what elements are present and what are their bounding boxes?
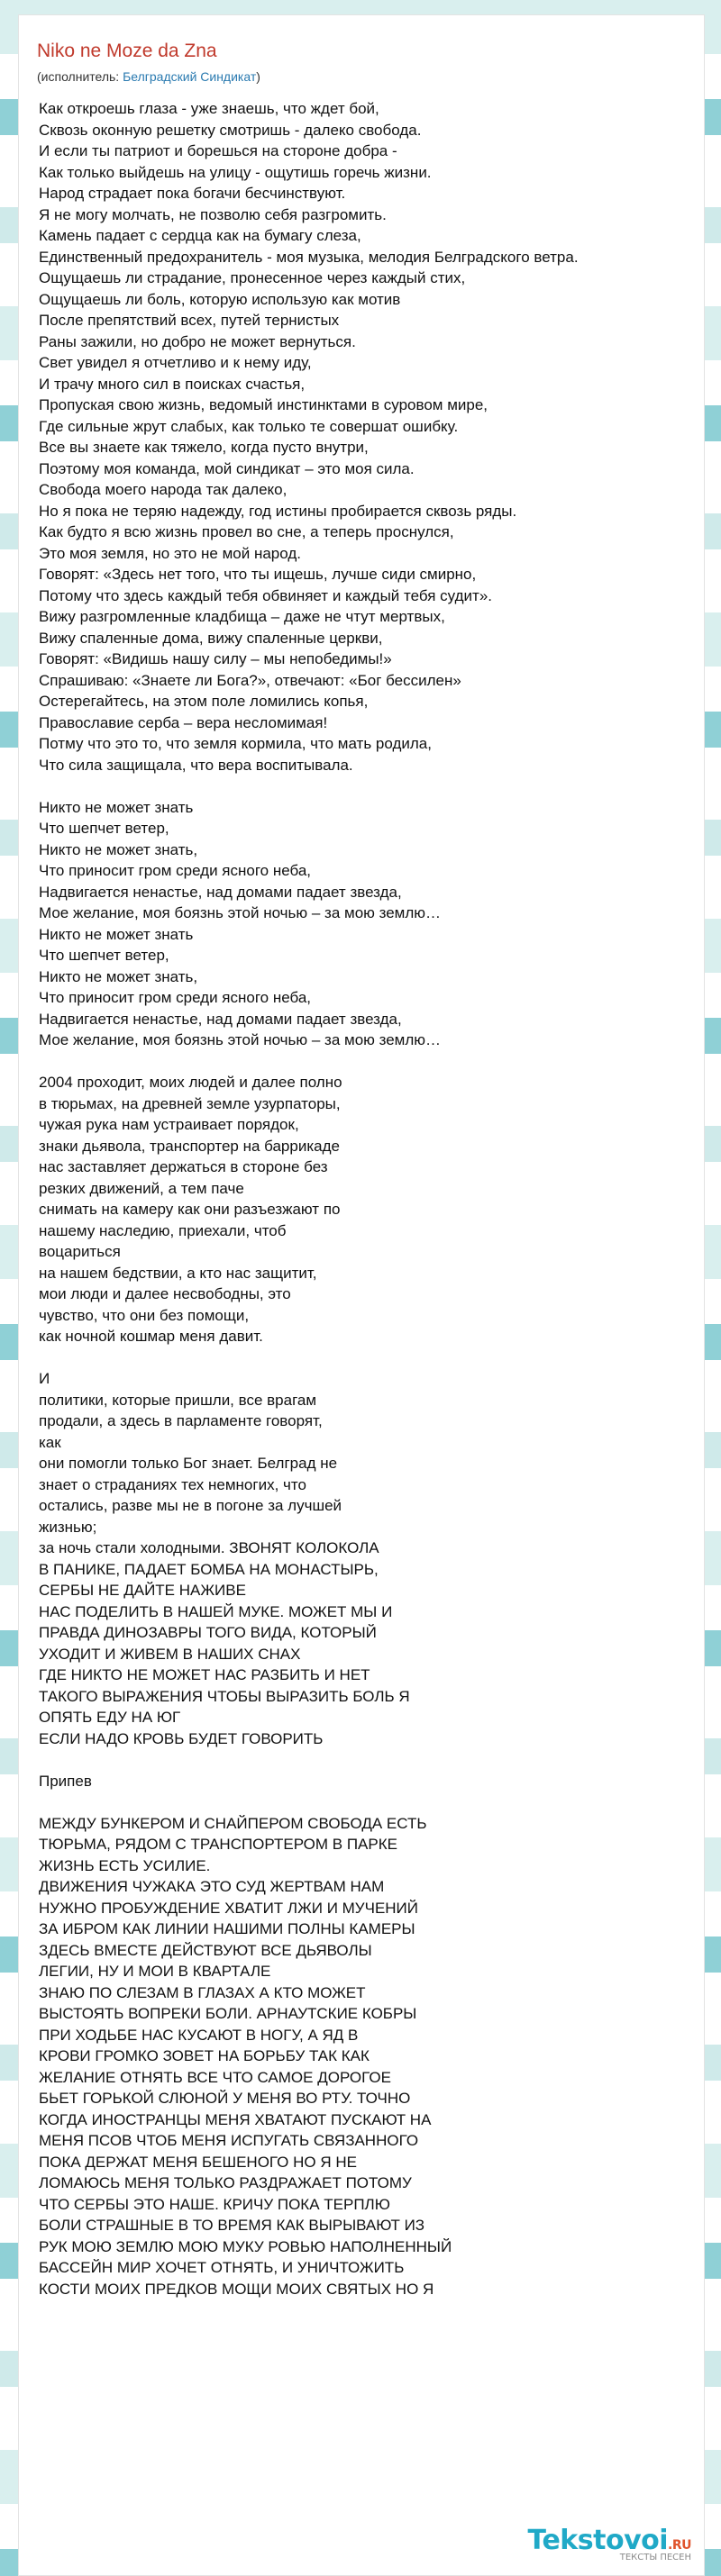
lyrics-card [18,14,705,2576]
lyric-line: Мое желание, моя боязнь этой ночью – за мою землю… [39,1031,442,1048]
lyric-line: снимать на камеру как они разъезжают по [39,1201,341,1218]
lyric-line: ЖИЗНЬ ЕСТЬ УСИЛИЕ. [39,1856,211,1874]
lyric-line: ДВИЖЕНИЯ ЧУЖАКА ЭТО СУД ЖЕРТВАМ НАМ [39,1878,385,1895]
lyric-line: как [39,1433,61,1451]
lyric-line: Никто не может знать [39,798,194,816]
lyric-line: Православие серба – вера несломимая! [39,713,328,731]
lyric-line: Пропуская свою жизнь, ведомый инстинктами в суровом мире, [39,396,488,413]
lyric-line: жизнью; [39,1518,97,1536]
stanza-gap [39,1791,688,1813]
lyric-line: Вижу разгромленные кладбища – даже не чтут мертвых, [39,608,445,625]
lyric-line: ЖЕЛАНИЕ ОТНЯТЬ ВСЕ ЧТО САМОЕ ДОРОГОЕ [39,2068,391,2086]
lyric-line: Я не могу молчать, не позволю себя разгромить. [39,205,387,223]
lyric-line: ТЮРЬМА, РЯДОМ С ТРАНСПОРТЕРОМ В ПАРКЕ [39,1836,397,1853]
performer-suffix: ) [256,69,260,84]
lyric-line: ТАКОГО ВЫРАЖЕНИЯ ЧТОБЫ ВЫРАЗИТЬ БОЛЬ Я [39,1687,410,1705]
lyric-line: МЕЖДУ БУНКЕРОМ И СНАЙПЕРОМ СВОБОДА ЕСТЬ [39,1814,427,1832]
page-title: Niko ne Moze da Zna [37,41,217,61]
lyric-line: Свобода моего народа так далеко, [39,481,287,498]
lyric-line: Как будто я всю жизнь провел во сне, а теперь проснулся, [39,523,454,540]
lyric-line: Никто не может знать, [39,967,198,985]
lyric-line: Ощущаешь ли страдание, пронесенное через каждый стих, [39,269,466,286]
lyric-line: Народ страдает пока богачи бесчинствуют. [39,185,346,202]
stanza-gap [39,1749,688,1771]
lyric-line: продали, а здесь в парламенте говорят, [39,1412,323,1429]
lyric-line: Никто не может знать [39,925,194,943]
lyric-line: Что шепчет ветер, [39,947,169,964]
lyric-line: в тюрьмах, на древней земле узурпаторы, [39,1094,341,1112]
lyric-line: Сквозь оконную решетку смотришь - далеко свобода. [39,121,422,139]
lyric-line: Но я пока не теряю надежду, год истины пробирается сквозь ряды. [39,502,517,520]
lyric-line: нашему наследию, приехали, чтоб [39,1221,287,1239]
lyric-line: ЗДЕСЬ ВМЕСТЕ ДЕЙСТВУЮТ ВСЕ ДЬЯВОЛЫ [39,1941,372,1959]
performer-line [37,69,260,84]
lyric-line: Единственный предохранитель - моя музыка, мелодия Белградского ветра. [39,248,579,266]
lyric-line: знаки дьявола, транспортер на баррикаде [39,1137,340,1155]
lyric-line: Свет увидел я отчетливо и к нему иду, [39,354,312,371]
lyric-line: остались, разве мы не в погоне за лучшей [39,1497,342,1514]
lyric-line: 2004 проходит, моих людей и далее полно [39,1074,342,1091]
site-logo[interactable] [527,2525,691,2562]
lyric-line: знает о страданиях тех немногих, что [39,1475,306,1493]
lyric-line: Что сила защищала, что вера воспитывала. [39,756,353,774]
lyric-line: чувство, что они без помощи, [39,1306,250,1324]
lyric-line: ЛОМАЮСЬ МЕНЯ ТОЛЬКО РАЗДРАЖАЕТ ПОТОМУ [39,2174,412,2191]
lyric-line: Припев [39,1772,92,1790]
lyric-line: ЗНАЮ ПО СЛЕЗАМ В ГЛАЗАХ А КТО МОЖЕТ [39,1983,366,2001]
lyric-line: за ночь стали холодными. ЗВОНЯТ КОЛОКОЛА [39,1539,379,1556]
lyric-line: чужая рука нам устраивает порядок, [39,1116,299,1133]
lyric-line: Камень падает с сердца как на бумагу слеза, [39,227,361,244]
lyric-line: В ПАНИКЕ, ПАДАЕТ БОМБА НА МОНАСТЫРЬ, [39,1560,379,1578]
lyric-line: ПРИ ХОДЬБЕ НАС КУСАЮТ В НОГУ, А ЯД В [39,2026,359,2044]
lyric-line: Что приносит гром среди ясного неба, [39,862,312,879]
lyric-line: мои люди и далее несвободны, это [39,1285,291,1302]
lyric-line: Это моя земля, но это не мой народ. [39,544,301,562]
lyric-line: Спрашиваю: «Знаете ли Бога?», отвечают: «Бог бессилен» [39,671,461,689]
lyric-line: Остерегайтесь, на этом поле ломились копья, [39,693,369,710]
lyric-line: как ночной кошмар меня давит. [39,1328,263,1345]
lyric-line: Потому что здесь каждый тебя обвиняет и каждый тебя судит». [39,586,492,604]
stanza-gap [39,1347,688,1369]
lyric-line: И трачу много сил в поисках счастья, [39,375,306,393]
lyric-line: ОПЯТЬ ЕДУ НА ЮГ [39,1709,181,1726]
lyric-line: Надвигается ненастье, над домами падает звезда, [39,883,402,901]
lyric-line: Мое желание, моя боязнь этой ночью – за мою землю… [39,904,442,921]
lyric-line: Как только выйдешь на улицу - ощутишь горечь жизни. [39,163,432,181]
lyric-line: политики, которые пришли, все врагам [39,1391,317,1409]
lyric-line: ЛЕГИИ, НУ И МОИ В КВАРТАЛЕ [39,1963,271,1980]
lyric-line: КРОВИ ГРОМКО ЗОВЕТ НА БОРЬБУ ТАК КАК [39,2047,370,2064]
lyric-line: они помогли только Бог знает. Белград не [39,1455,338,1472]
lyric-line: БЬЕТ ГОРЬКОЙ СЛЮНОЙ У МЕНЯ ВО РТУ. ТОЧНО [39,2090,411,2107]
lyric-line: После препятствий всех, путей тернистых [39,312,340,329]
logo-tagline: ТЕКСТЫ ПЕСЕН [619,2553,691,2562]
lyric-line: Ощущаешь ли боль, которую использую как мотив [39,290,401,308]
stanza-gap [39,1051,688,1073]
lyric-line: УХОДИТ И ЖИВЕМ В НАШИХ СНАХ [39,1645,301,1663]
lyric-line: Как откроешь глаза - уже знаешь, что ждет бой, [39,100,379,117]
lyric-line: СЕРБЫ НЕ ДАЙТЕ НАЖИВЕ [39,1582,246,1599]
lyric-line: Никто не может знать, [39,840,198,858]
logo-tld: .RU [668,2538,691,2553]
lyric-line: ПОКА ДЕРЖАТ МЕНЯ БЕШЕНОГО НО Я НЕ [39,2153,357,2171]
lyric-line: НУЖНО ПРОБУЖДЕНИЕ ХВАТИТ ЛЖИ И МУЧЕНИЙ [39,1899,418,1917]
lyric-line: Раны зажили, но добро не может вернуться. [39,332,356,350]
lyric-line: Где сильные жрут слабых, как только те совершат ошибку. [39,417,459,435]
lyric-line: Вижу спаленные дома, вижу спаленные церкви, [39,629,383,647]
lyric-line: резких движений, а тем паче [39,1179,244,1197]
lyric-line: ГДЕ НИКТО НЕ МОЖЕТ НАС РАЗБИТЬ И НЕТ [39,1666,370,1683]
lyric-line: Говорят: «Видишь нашу силу – мы непобедимы!» [39,650,392,667]
lyric-line: Что шепчет ветер, [39,820,169,837]
lyric-line: воцариться [39,1243,121,1260]
lyric-line: РУК МОЮ ЗЕМЛЮ МОЮ МУКУ РОВЬЮ НАПОЛНЕННЫЙ [39,2237,452,2255]
lyric-line: ЕСЛИ НАДО КРОВЬ БУДЕТ ГОВОРИТЬ [39,1729,324,1747]
lyric-line: И если ты патриот и борешься на стороне добра - [39,142,397,159]
lyric-line: нас заставляет держаться в стороне без [39,1158,328,1175]
lyrics-text [39,98,688,2299]
lyric-line: Говорят: «Здесь нет того, что ты ищешь, лучше сиди смирно, [39,566,477,583]
lyric-line: Поэтому моя команда, мой синдикат – это моя сила. [39,459,415,477]
lyric-line: на нашем бедствии, а кто нас защитит, [39,1264,317,1282]
lyric-line: БАССЕЙН МИР ХОЧЕТ ОТНЯТЬ, И УНИЧТОЖИТЬ [39,2259,405,2276]
lyric-line: КОГДА ИНОСТРАНЦЫ МЕНЯ ХВАТАЮТ ПУСКАЮТ НА [39,2110,432,2128]
lyric-line: Что приносит гром среди ясного неба, [39,989,312,1006]
lyric-line: Все вы знаете как тяжело, когда пусто внутри, [39,439,369,456]
performer-link[interactable]: Белградский Синдикат [123,69,257,84]
lyric-line: КОСТИ МОИХ ПРЕДКОВ МОЩИ МОИХ СВЯТЫХ НО Я [39,2280,434,2298]
lyric-line: Надвигается ненастье, над домами падает звезда, [39,1010,402,1028]
logo-name: Tekstovoi [527,2525,669,2556]
lyric-line: ПРАВДА ДИНОЗАВРЫ ТОГО ВИДА, КОТОРЫЙ [39,1624,377,1641]
stanza-gap [39,776,688,797]
lyric-line: МЕНЯ ПСОВ ЧТОБ МЕНЯ ИСПУГАТЬ СВЯЗАННОГО [39,2132,419,2149]
lyric-line: Потму что это то, что земля кормила, что мать родила, [39,735,432,752]
lyric-line: ЗА ИБРОМ КАК ЛИНИИ НАШИМИ ПОЛНЫ КАМЕРЫ [39,1920,415,1937]
lyric-line: БОЛИ СТРАШНЫЕ В ТО ВРЕМЯ КАК ВЫРЫВАЮТ ИЗ [39,2217,425,2234]
lyric-line: ВЫСТОЯТЬ ВОПРЕКИ БОЛИ. АРНАУТСКИЕ КОБРЫ [39,2005,417,2022]
performer-prefix: (исполнитель: [37,69,123,84]
lyric-line: И [39,1370,50,1387]
lyric-line: ЧТО СЕРБЫ ЭТО НАШЕ. КРИЧУ ПОКА ТЕРПЛЮ [39,2195,390,2213]
lyric-line: НАС ПОДЕЛИТЬ В НАШЕЙ МУКЕ. МОЖЕТ МЫ И [39,1602,393,1620]
